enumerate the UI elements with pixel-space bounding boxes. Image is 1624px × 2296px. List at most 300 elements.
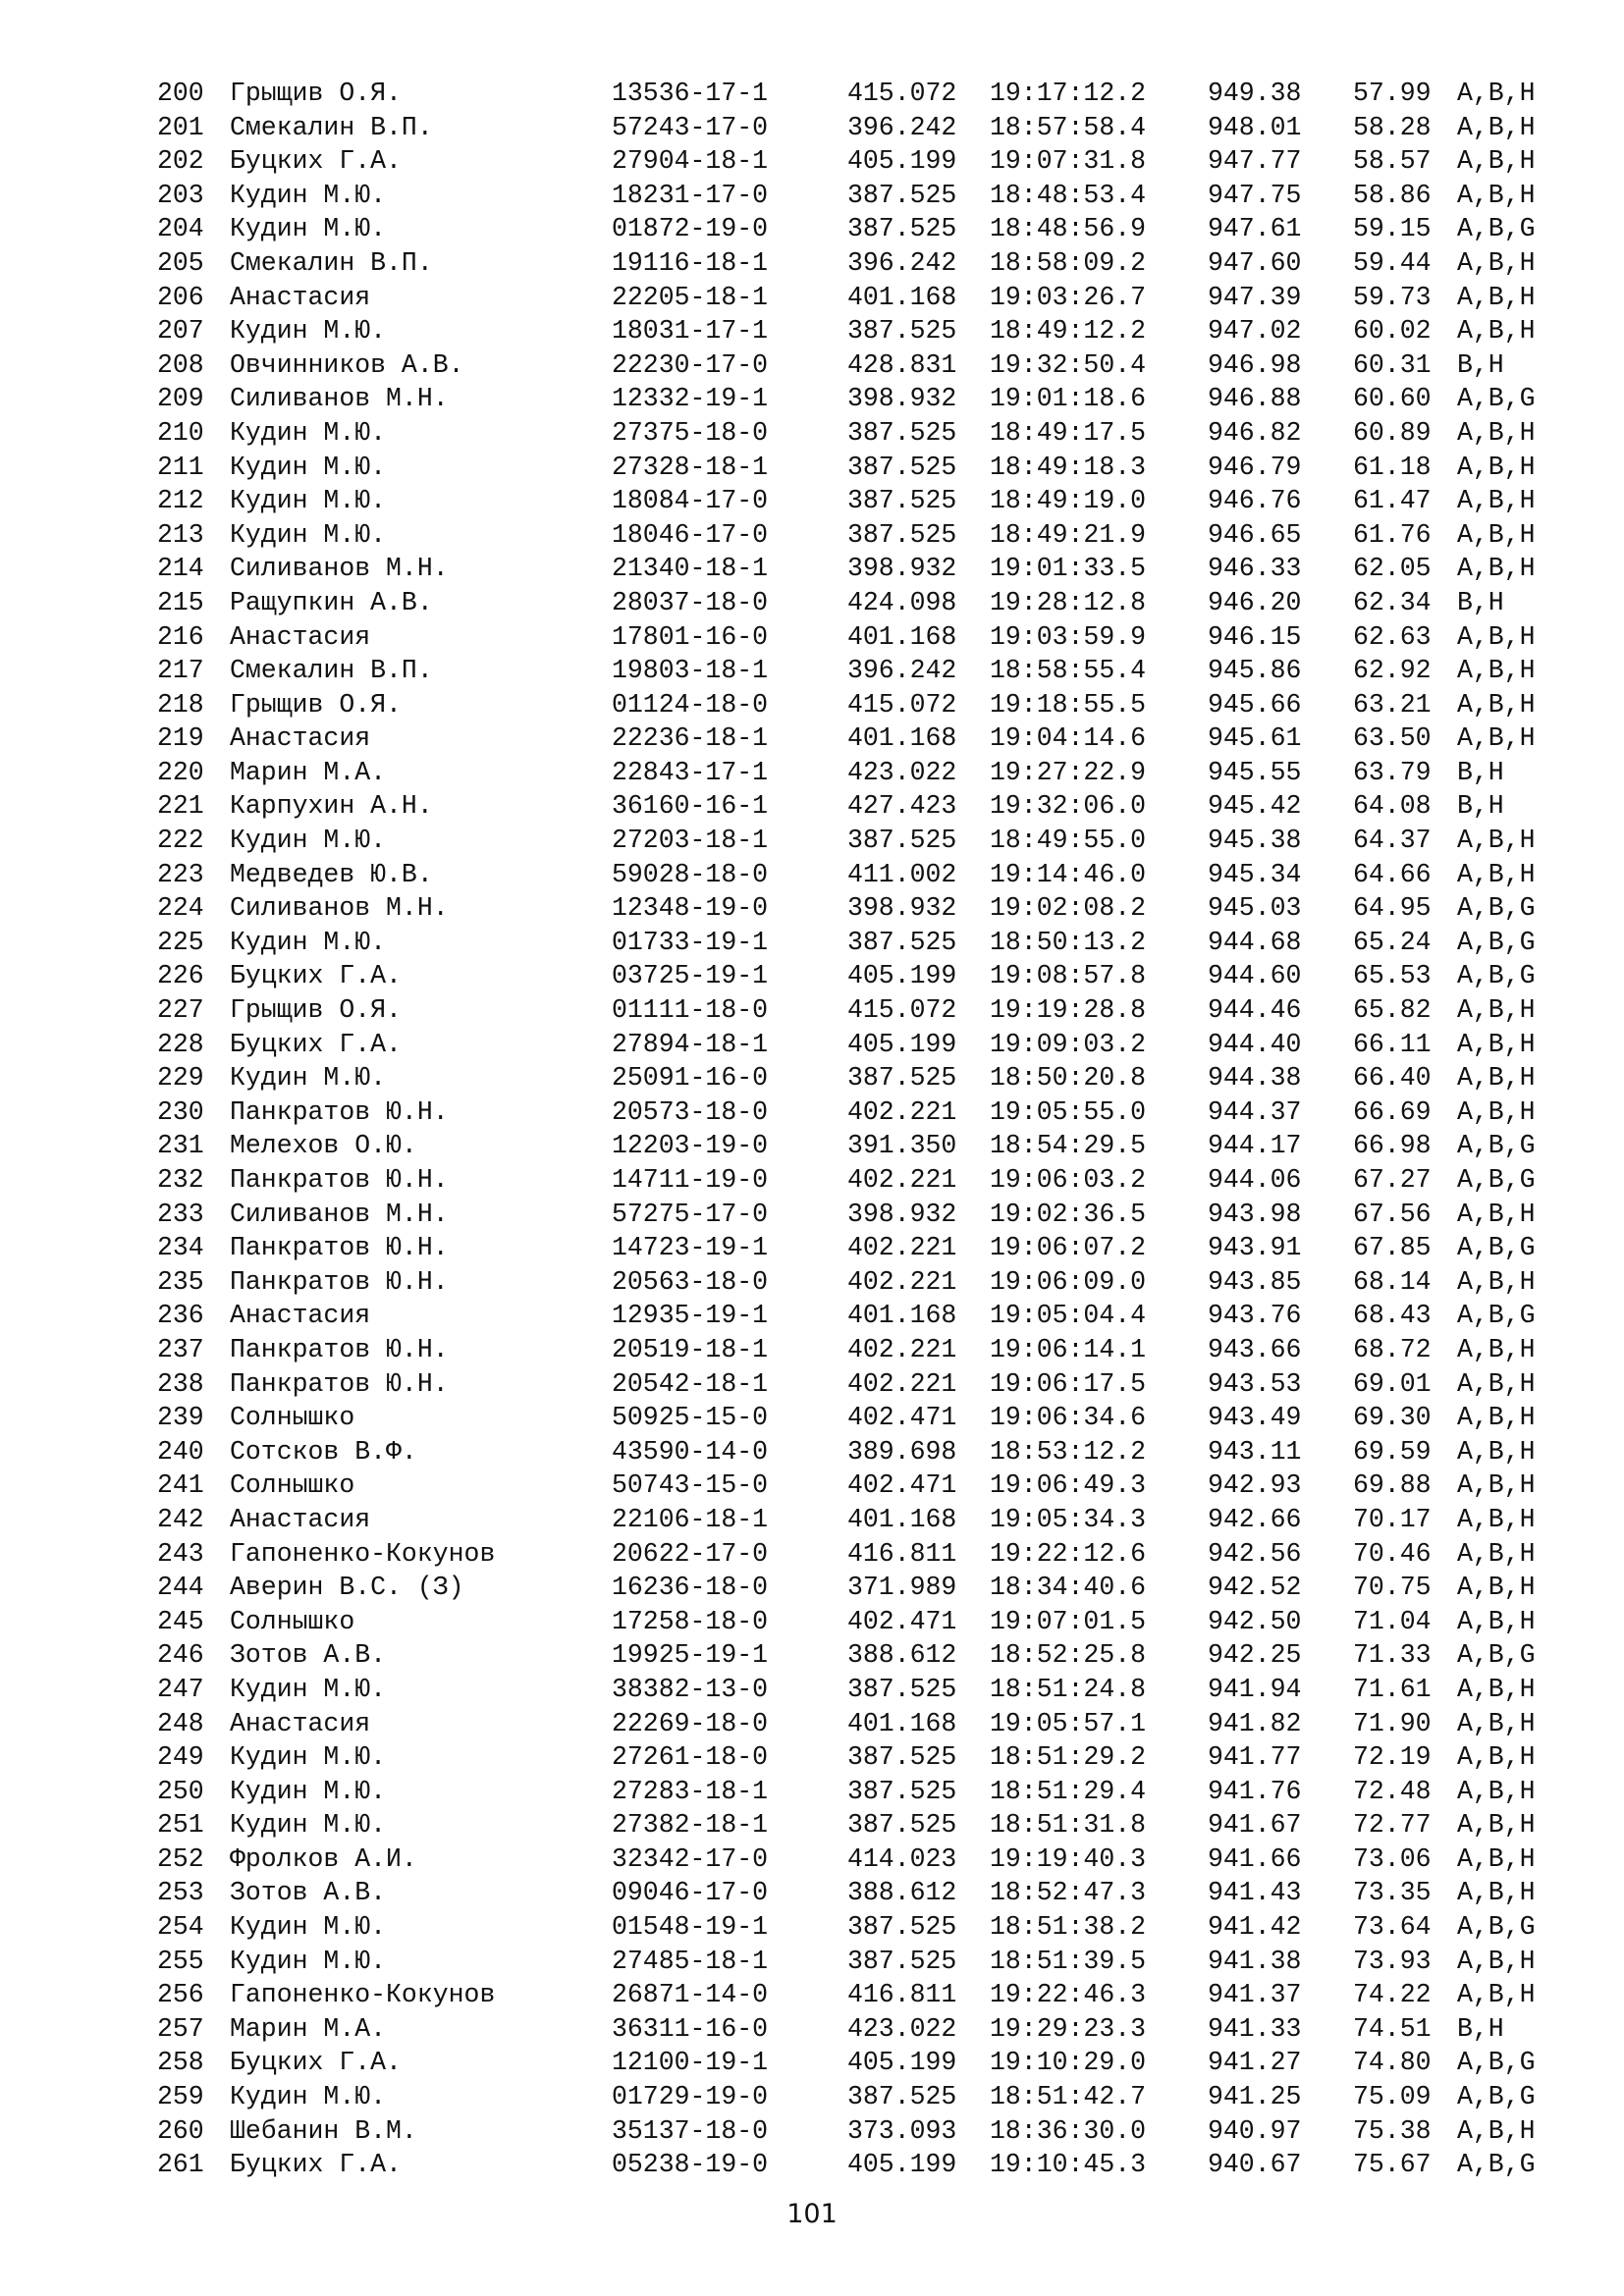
coefficient-value: 75.09 (1353, 2082, 1432, 2112)
category-flags: A,B,H (1457, 1470, 1536, 1501)
distance-value: 387.525 (847, 1810, 957, 1841)
arrival-time: 19:32:06.0 (990, 791, 1147, 822)
speed-value: 941.82 (1208, 1708, 1302, 1738)
owner-name: Буцких Г.А. (230, 2048, 402, 2078)
category-flags: A,B,H (1457, 1878, 1536, 1908)
speed-value: 944.40 (1208, 1029, 1302, 1059)
speed-value: 949.38 (1208, 79, 1302, 108)
coefficient-value: 72.48 (1353, 1776, 1432, 1806)
owner-name: Кудин М.Ю. (230, 519, 387, 550)
place-number: 233 (157, 1199, 204, 1229)
arrival-time: 19:18:55.5 (990, 689, 1147, 720)
category-flags: A,B,H (1457, 1573, 1536, 1603)
ring-number: 20519-18-1 (612, 1334, 769, 1364)
ring-number: 27382-18-1 (612, 1810, 769, 1841)
ring-number: 18031-17-1 (612, 316, 769, 347)
speed-value: 944.06 (1208, 1165, 1302, 1195)
category-flags: A,B,H (1457, 1266, 1536, 1297)
category-flags: A,B,H (1457, 1776, 1536, 1806)
place-number: 260 (157, 2115, 204, 2146)
ring-number: 18046-17-0 (612, 519, 769, 550)
place-number: 242 (157, 1504, 204, 1534)
ring-number: 03725-19-1 (612, 961, 769, 991)
distance-value: 424.098 (847, 587, 957, 617)
speed-value: 942.50 (1208, 1606, 1302, 1636)
speed-value: 947.02 (1208, 316, 1302, 347)
speed-value: 941.67 (1208, 1810, 1302, 1841)
owner-name: Панкратов Ю.Н. (230, 1334, 449, 1364)
category-flags: A,B,H (1457, 1708, 1536, 1738)
category-flags: A,B,H (1457, 146, 1536, 177)
arrival-time: 19:07:31.8 (990, 146, 1147, 177)
distance-value: 423.022 (847, 2013, 957, 2044)
owner-name: Гапоненко-Кокунов (230, 1980, 496, 2010)
owner-name: Буцких Г.А. (230, 146, 402, 177)
owner-name: Панкратов Ю.Н. (230, 1096, 449, 1127)
category-flags: A,B,H (1457, 282, 1536, 312)
category-flags: A,B,H (1457, 519, 1536, 550)
result-row (157, 688, 1571, 722)
result-row (157, 144, 1571, 179)
result-row (157, 1129, 1571, 1163)
owner-name: Силиванов М.Н. (230, 1199, 449, 1229)
arrival-time: 19:28:12.8 (990, 587, 1147, 617)
ring-number: 01729-19-0 (612, 2082, 769, 2112)
ring-number: 50743-15-0 (612, 1470, 769, 1501)
ring-number: 18231-17-0 (612, 180, 769, 210)
ring-number: 17801-16-0 (612, 621, 769, 652)
ring-number: 17258-18-0 (612, 1606, 769, 1636)
owner-name: Кудин М.Ю. (230, 1063, 387, 1094)
arrival-time: 19:22:12.6 (990, 1538, 1147, 1569)
ring-number: 43590-14-0 (612, 1436, 769, 1467)
category-flags: A,B,G (1457, 893, 1536, 924)
ring-number: 20622-17-0 (612, 1538, 769, 1569)
distance-value: 387.525 (847, 1674, 957, 1704)
category-flags: A,B,H (1457, 554, 1536, 584)
distance-value: 402.221 (847, 1334, 957, 1364)
owner-name: Панкратов Ю.Н. (230, 1266, 449, 1297)
ring-number: 19803-18-1 (612, 656, 769, 686)
speed-value: 940.67 (1208, 2150, 1302, 2180)
distance-value: 387.525 (847, 826, 957, 856)
category-flags: A,B,H (1457, 689, 1536, 720)
speed-value: 945.34 (1208, 859, 1302, 889)
ring-number: 36311-16-0 (612, 2013, 769, 2044)
arrival-time: 19:06:03.2 (990, 1165, 1147, 1195)
ring-number: 59028-18-0 (612, 859, 769, 889)
owner-name: Фролков А.И. (230, 1843, 417, 1874)
ring-number: 09046-17-0 (612, 1878, 769, 1908)
ring-number: 27485-18-1 (612, 1946, 769, 1976)
arrival-time: 18:49:18.3 (990, 452, 1147, 482)
result-row (157, 1468, 1571, 1503)
arrival-time: 19:06:09.0 (990, 1266, 1147, 1297)
category-flags: A,B,H (1457, 1063, 1536, 1094)
arrival-time: 19:02:08.2 (990, 893, 1147, 924)
arrival-time: 19:06:49.3 (990, 1470, 1147, 1501)
speed-value: 941.94 (1208, 1674, 1302, 1704)
coefficient-value: 65.82 (1353, 995, 1432, 1026)
result-row (157, 2080, 1571, 2114)
category-flags: A,B,G (1457, 1640, 1536, 1671)
category-flags: A,B,H (1457, 1843, 1536, 1874)
category-flags: A,B,H (1457, 995, 1536, 1026)
arrival-time: 18:58:09.2 (990, 247, 1147, 278)
arrival-time: 19:19:40.3 (990, 1843, 1147, 1874)
category-flags: A,B,H (1457, 1334, 1536, 1364)
speed-value: 942.25 (1208, 1640, 1302, 1671)
arrival-time: 19:14:46.0 (990, 859, 1147, 889)
distance-value: 402.221 (847, 1368, 957, 1399)
coefficient-value: 69.88 (1353, 1470, 1432, 1501)
result-row (157, 1707, 1571, 1741)
speed-value: 943.49 (1208, 1403, 1302, 1433)
distance-value: 388.612 (847, 1640, 957, 1671)
speed-value: 945.61 (1208, 723, 1302, 754)
category-flags: A,B,H (1457, 417, 1536, 448)
place-number: 230 (157, 1096, 204, 1127)
ring-number: 25091-16-0 (612, 1063, 769, 1094)
result-row (157, 654, 1571, 688)
speed-value: 948.01 (1208, 112, 1302, 142)
owner-name: Марин М.А. (230, 757, 387, 787)
coefficient-value: 73.93 (1353, 1946, 1432, 1976)
place-number: 225 (157, 927, 204, 957)
coefficient-value: 71.90 (1353, 1708, 1432, 1738)
speed-value: 944.68 (1208, 927, 1302, 957)
coefficient-value: 59.73 (1353, 282, 1432, 312)
coefficient-value: 62.63 (1353, 621, 1432, 652)
coefficient-value: 62.92 (1353, 656, 1432, 686)
result-row (157, 926, 1571, 960)
distance-value: 415.072 (847, 689, 957, 720)
arrival-time: 19:06:07.2 (990, 1233, 1147, 1263)
owner-name: Кудин М.Ю. (230, 1912, 387, 1943)
distance-value: 391.350 (847, 1131, 957, 1161)
place-number: 237 (157, 1334, 204, 1364)
ring-number: 22205-18-1 (612, 282, 769, 312)
category-flags: A,B,H (1457, 826, 1536, 856)
result-row (157, 2148, 1571, 2182)
place-number: 222 (157, 826, 204, 856)
place-number: 254 (157, 1912, 204, 1943)
distance-value: 396.242 (847, 656, 957, 686)
category-flags: A,B,H (1457, 1742, 1536, 1773)
coefficient-value: 75.38 (1353, 2115, 1432, 2146)
arrival-time: 18:51:38.2 (990, 1912, 1147, 1943)
distance-value: 405.199 (847, 961, 957, 991)
ring-number: 36160-16-1 (612, 791, 769, 822)
place-number: 203 (157, 180, 204, 210)
arrival-time: 19:09:03.2 (990, 1029, 1147, 1059)
coefficient-value: 72.77 (1353, 1810, 1432, 1841)
owner-name: Солнышко (230, 1470, 355, 1501)
place-number: 251 (157, 1810, 204, 1841)
speed-value: 946.33 (1208, 554, 1302, 584)
coefficient-value: 66.98 (1353, 1131, 1432, 1161)
place-number: 216 (157, 621, 204, 652)
result-row (157, 824, 1571, 858)
ring-number: 22843-17-1 (612, 757, 769, 787)
result-row (157, 1503, 1571, 1537)
arrival-time: 18:36:30.0 (990, 2115, 1147, 2146)
ring-number: 01548-19-1 (612, 1912, 769, 1943)
speed-value: 945.66 (1208, 689, 1302, 720)
place-number: 220 (157, 757, 204, 787)
result-row (157, 1842, 1571, 1877)
coefficient-value: 58.28 (1353, 112, 1432, 142)
owner-name: Кудин М.Ю. (230, 316, 387, 347)
arrival-time: 19:01:18.6 (990, 384, 1147, 414)
speed-value: 943.66 (1208, 1334, 1302, 1364)
place-number: 235 (157, 1266, 204, 1297)
owner-name: Силиванов М.Н. (230, 384, 449, 414)
result-row (157, 1367, 1571, 1402)
coefficient-value: 65.24 (1353, 927, 1432, 957)
coefficient-value: 60.31 (1353, 349, 1432, 380)
ring-number: 13536-17-1 (612, 79, 769, 108)
distance-value: 387.525 (847, 180, 957, 210)
owner-name: Смекалин В.П. (230, 112, 433, 142)
arrival-time: 19:10:45.3 (990, 2150, 1147, 2180)
category-flags: A,B,H (1457, 859, 1536, 889)
result-row (157, 451, 1571, 485)
category-flags: A,B,H (1457, 621, 1536, 652)
place-number: 214 (157, 554, 204, 584)
coefficient-value: 60.60 (1353, 384, 1432, 414)
arrival-time: 19:06:34.6 (990, 1403, 1147, 1433)
ring-number: 32342-17-0 (612, 1843, 769, 1874)
owner-name: Анастасия (230, 1504, 371, 1534)
arrival-time: 19:06:17.5 (990, 1368, 1147, 1399)
result-row (157, 416, 1571, 451)
ring-number: 01872-19-0 (612, 214, 769, 244)
coefficient-value: 75.67 (1353, 2150, 1432, 2180)
result-row (157, 1028, 1571, 1062)
result-row (157, 348, 1571, 383)
owner-name: Солнышко (230, 1403, 355, 1433)
owner-name: Кудин М.Ю. (230, 1742, 387, 1773)
result-row (157, 1435, 1571, 1469)
owner-name: Кудин М.Ю. (230, 1810, 387, 1841)
place-number: 257 (157, 2013, 204, 2044)
arrival-time: 19:08:57.8 (990, 961, 1147, 991)
category-flags: A,B,H (1457, 112, 1536, 142)
category-flags: A,B,H (1457, 1504, 1536, 1534)
place-number: 256 (157, 1980, 204, 2010)
arrival-time: 18:49:19.0 (990, 486, 1147, 516)
result-row (157, 1333, 1571, 1367)
arrival-time: 18:53:12.2 (990, 1436, 1147, 1467)
result-row (157, 858, 1571, 892)
arrival-time: 19:10:29.0 (990, 2048, 1147, 2078)
coefficient-value: 66.69 (1353, 1096, 1432, 1127)
distance-value: 387.525 (847, 1912, 957, 1943)
owner-name: Грыщив О.Я. (230, 995, 402, 1026)
place-number: 229 (157, 1063, 204, 1094)
arrival-time: 19:19:28.8 (990, 995, 1147, 1026)
place-number: 231 (157, 1131, 204, 1161)
arrival-time: 18:49:12.2 (990, 316, 1147, 347)
ring-number: 22230-17-0 (612, 349, 769, 380)
owner-name: Силиванов М.Н. (230, 554, 449, 584)
place-number: 228 (157, 1029, 204, 1059)
ring-number: 12935-19-1 (612, 1301, 769, 1331)
speed-value: 946.88 (1208, 384, 1302, 414)
ring-number: 01733-19-1 (612, 927, 769, 957)
page-number: 101 (786, 2199, 838, 2229)
speed-value: 941.77 (1208, 1742, 1302, 1773)
arrival-time: 19:07:01.5 (990, 1606, 1147, 1636)
coefficient-value: 58.57 (1353, 146, 1432, 177)
coefficient-value: 61.76 (1353, 519, 1432, 550)
result-row (157, 1401, 1571, 1435)
arrival-time: 19:04:14.6 (990, 723, 1147, 754)
speed-value: 946.98 (1208, 349, 1302, 380)
coefficient-value: 70.75 (1353, 1573, 1432, 1603)
result-row (157, 552, 1571, 586)
result-row (157, 1571, 1571, 1605)
distance-value: 396.242 (847, 247, 957, 278)
distance-value: 405.199 (847, 1029, 957, 1059)
distance-value: 416.811 (847, 1980, 957, 2010)
place-number: 212 (157, 486, 204, 516)
distance-value: 402.471 (847, 1403, 957, 1433)
result-row (157, 1163, 1571, 1198)
ring-number: 12203-19-0 (612, 1131, 769, 1161)
category-flags: A,B,G (1457, 1912, 1536, 1943)
coefficient-value: 62.05 (1353, 554, 1432, 584)
distance-value: 402.221 (847, 1266, 957, 1297)
speed-value: 941.27 (1208, 2048, 1302, 2078)
distance-value: 389.698 (847, 1436, 957, 1467)
place-number: 261 (157, 2150, 204, 2180)
result-row (157, 1537, 1571, 1572)
category-flags: A,B,G (1457, 1233, 1536, 1263)
coefficient-value: 73.06 (1353, 1843, 1432, 1874)
place-number: 249 (157, 1742, 204, 1773)
category-flags: A,B,H (1457, 1538, 1536, 1569)
coefficient-value: 70.17 (1353, 1504, 1432, 1534)
category-flags: A,B,H (1457, 656, 1536, 686)
coefficient-value: 71.33 (1353, 1640, 1432, 1671)
distance-value: 405.199 (847, 2150, 957, 2180)
place-number: 259 (157, 2082, 204, 2112)
coefficient-value: 66.11 (1353, 1029, 1432, 1059)
place-number: 208 (157, 349, 204, 380)
speed-value: 945.38 (1208, 826, 1302, 856)
result-row (157, 1910, 1571, 1945)
ring-number: 16236-18-0 (612, 1573, 769, 1603)
distance-value: 387.525 (847, 1063, 957, 1094)
ring-number: 19925-19-1 (612, 1640, 769, 1671)
category-flags: A,B,H (1457, 1029, 1536, 1059)
distance-value: 402.221 (847, 1096, 957, 1127)
coefficient-value: 61.47 (1353, 486, 1432, 516)
ring-number: 20542-18-1 (612, 1368, 769, 1399)
speed-value: 943.85 (1208, 1266, 1302, 1297)
result-row (157, 1265, 1571, 1300)
distance-value: 371.989 (847, 1573, 957, 1603)
result-row (157, 518, 1571, 553)
ring-number: 57243-17-0 (612, 112, 769, 142)
category-flags: A,B,H (1457, 1980, 1536, 2010)
coefficient-value: 61.18 (1353, 452, 1432, 482)
distance-value: 387.525 (847, 1946, 957, 1976)
arrival-time: 18:51:24.8 (990, 1674, 1147, 1704)
distance-value: 401.168 (847, 621, 957, 652)
category-flags: A,B,H (1457, 452, 1536, 482)
place-number: 221 (157, 791, 204, 822)
result-row (157, 382, 1571, 416)
result-row (157, 1198, 1571, 1232)
arrival-time: 18:57:58.4 (990, 112, 1147, 142)
coefficient-value: 62.34 (1353, 587, 1432, 617)
result-row (157, 1095, 1571, 1130)
arrival-time: 18:49:21.9 (990, 519, 1147, 550)
coefficient-value: 68.14 (1353, 1266, 1432, 1297)
owner-name: Кудин М.Ю. (230, 826, 387, 856)
coefficient-value: 67.56 (1353, 1199, 1432, 1229)
distance-value: 396.242 (847, 112, 957, 142)
category-flags: A,B,G (1457, 1165, 1536, 1195)
ring-number: 22269-18-0 (612, 1708, 769, 1738)
category-flags: A,B,G (1457, 384, 1536, 414)
category-flags: A,B,H (1457, 247, 1536, 278)
speed-value: 943.76 (1208, 1301, 1302, 1331)
coefficient-value: 59.15 (1353, 214, 1432, 244)
ring-number: 35137-18-0 (612, 2115, 769, 2146)
coefficient-value: 57.99 (1353, 79, 1432, 108)
speed-value: 943.11 (1208, 1436, 1302, 1467)
speed-value: 942.56 (1208, 1538, 1302, 1569)
result-row (157, 1673, 1571, 1707)
distance-value: 402.221 (847, 1165, 957, 1195)
distance-value: 402.221 (847, 1233, 957, 1263)
owner-name: Зотов А.В. (230, 1878, 387, 1908)
distance-value: 416.811 (847, 1538, 957, 1569)
owner-name: Смекалин В.П. (230, 247, 433, 278)
place-number: 219 (157, 723, 204, 754)
arrival-time: 19:01:33.5 (990, 554, 1147, 584)
result-row (157, 1978, 1571, 2012)
speed-value: 941.42 (1208, 1912, 1302, 1943)
category-flags: A,B,H (1457, 1606, 1536, 1636)
place-number: 202 (157, 146, 204, 177)
owner-name: Солнышко (230, 1606, 355, 1636)
coefficient-value: 69.01 (1353, 1368, 1432, 1399)
place-number: 206 (157, 282, 204, 312)
place-number: 227 (157, 995, 204, 1026)
place-number: 204 (157, 214, 204, 244)
owner-name: Кудин М.Ю. (230, 1946, 387, 1976)
result-row (157, 891, 1571, 926)
owner-name: Кудин М.Ю. (230, 180, 387, 210)
result-row (157, 77, 1571, 111)
category-flags: A,B,H (1457, 180, 1536, 210)
ring-number: 19116-18-1 (612, 247, 769, 278)
category-flags: A,B,H (1457, 1436, 1536, 1467)
distance-value: 387.525 (847, 214, 957, 244)
owner-name: Кудин М.Ю. (230, 2082, 387, 2112)
place-number: 246 (157, 1640, 204, 1671)
arrival-time: 18:52:25.8 (990, 1640, 1147, 1671)
speed-value: 940.97 (1208, 2115, 1302, 2146)
owner-name: Шебанин В.М. (230, 2115, 417, 2146)
coefficient-value: 71.61 (1353, 1674, 1432, 1704)
owner-name: Ращупкин А.В. (230, 587, 433, 617)
